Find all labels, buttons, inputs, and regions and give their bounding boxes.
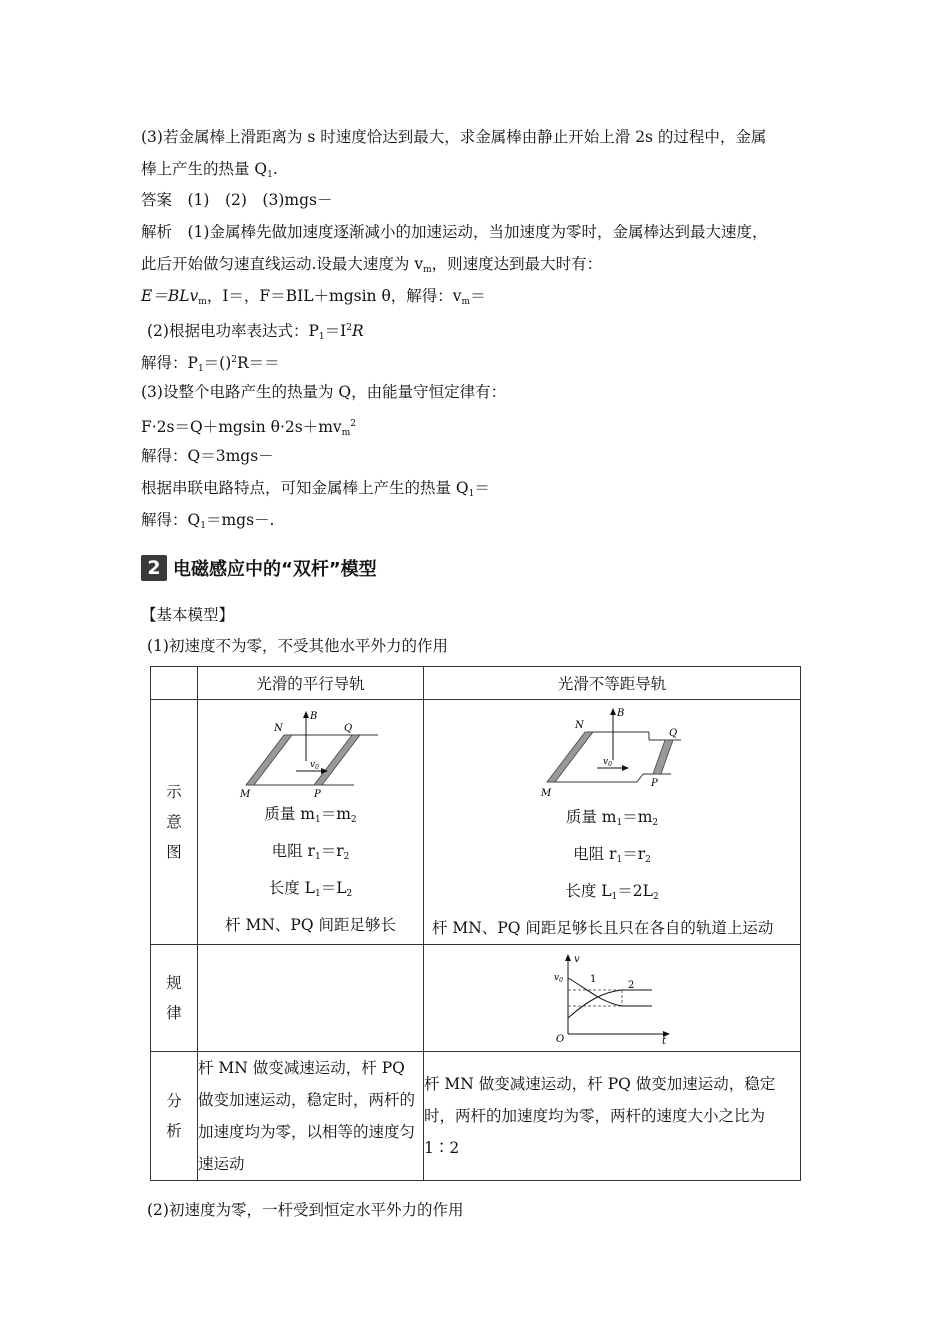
right-length: 长度 $L_1=2L_2$ xyxy=(565,882,659,902)
svg-text:Q: Q xyxy=(343,723,352,734)
svg-text:v0: $v_0$ xyxy=(603,757,612,768)
corner-cell xyxy=(151,667,198,700)
left-resistance: 电阻 $r_1=r_2$ xyxy=(271,842,350,862)
part2-line: (2)根据电功率表达式：$P_1=I^2R$ xyxy=(147,322,364,342)
svg-text:P: P xyxy=(651,778,658,789)
right-diagram-cell xyxy=(424,700,801,945)
svg-text:N: N xyxy=(575,720,584,731)
left-law-cell xyxy=(198,945,424,1052)
row-label-diagram: 示意图 xyxy=(151,700,198,945)
svg-text:O: O xyxy=(556,1034,565,1044)
analysis-line-1: 解析 (1)金属棒先做加速度逐渐减小的加速运动，当加速度为零时，金属棒达到最大速度， xyxy=(141,223,768,241)
svg-text:B: B xyxy=(617,708,625,719)
svg-text:1: 1 xyxy=(590,974,597,985)
parallel-rails-diagram xyxy=(236,709,386,799)
right-mass: 质量 $m_1=m_2$ xyxy=(565,808,659,828)
svg-text:v0: $v_0$ xyxy=(554,973,563,984)
left-analysis: 杆 MN 做变减速运动，杆 PQ 做变加速运动，稳定时，两杆的加速度均为零，以相等的速度匀速运动 xyxy=(198,1052,424,1181)
velocity-time-graph xyxy=(552,952,672,1044)
final-result: 解得：$Q_1=mgs-$. xyxy=(141,511,275,531)
svg-text:v: v xyxy=(574,954,580,965)
svg-text:t: t xyxy=(662,1036,667,1044)
basic-model-label: 【基本模型】 xyxy=(141,606,235,624)
part3-result: 解得：Q＝3mgs－ xyxy=(141,447,274,465)
analysis-line-2: 此后开始做匀速直线运动.设最大速度为 $v_m$，则速度达到最大时有： xyxy=(141,255,603,275)
part2-result: 解得：$P_1=()^2R==$ xyxy=(141,354,280,374)
svg-text:Q: Q xyxy=(669,728,678,739)
right-resistance: 电阻 $r_1=r_2$ xyxy=(573,845,651,865)
section-heading xyxy=(141,555,377,581)
answer-line: 答案 (1) (2) (3)mgs－ xyxy=(141,191,333,209)
section-title: 电磁感应中的“双杆”模型 xyxy=(173,559,377,580)
right-gap: 杆 MN、PQ 间距足够长且只在各自的轨道上运动 xyxy=(432,919,774,937)
svg-text:N: N xyxy=(273,723,283,734)
case1-label: (1)初速度不为零，不受其他水平外力的作用 xyxy=(147,637,448,655)
left-gap: 杆 MN、PQ 间距足够长 xyxy=(225,916,396,934)
curve-2-line xyxy=(568,990,652,1018)
unequal-rails-diagram xyxy=(537,706,687,802)
right-law-cell xyxy=(424,945,801,1052)
section-number: 2 xyxy=(141,555,167,581)
svg-text:2: 2 xyxy=(628,980,635,991)
q3-line-2: 棒上产生的热量 $Q_1$. xyxy=(141,160,278,180)
case2-label: (2)初速度为零，一杆受到恒定水平外力的作用 xyxy=(147,1201,464,1219)
rod-mn-unequal xyxy=(547,732,593,782)
rod-pq xyxy=(314,735,360,785)
equation-1: E＝BLv$_m$，I＝，F＝BIL＋mgsin θ，解得：$v_m=$ xyxy=(141,287,486,307)
series-line: 根据串联电路特点，可知金属棒上产生的热量 $Q_1=$ xyxy=(141,479,490,499)
svg-text:v0: $v_0$ xyxy=(309,760,319,771)
left-length: 长度 $L_1=L_2$ xyxy=(268,879,353,899)
right-analysis: 杆 MN 做变减速运动，杆 PQ 做变加速运动，稳定时，两杆的加速度均为零，两杆的速度大小之比为 1∶2 xyxy=(424,1052,801,1181)
header-unequal: 光滑不等距导轨 xyxy=(424,667,801,700)
svg-text:M: M xyxy=(541,788,552,799)
model-table xyxy=(150,666,801,1181)
row-label-law: 规律 xyxy=(151,945,198,1052)
svg-text:M: M xyxy=(239,789,250,799)
row-label-analysis: 分析 xyxy=(151,1052,198,1181)
part3-line: (3)设整个电路产生的热量为 Q，由能量守恒定律有： xyxy=(141,383,507,401)
svg-text:B: B xyxy=(309,711,317,722)
left-mass: 质量 $m_1=m_2$ xyxy=(264,805,357,825)
equation-3: F·2s＝Q＋mgsin $\theta\cdot 2s+mv_m^2$ xyxy=(141,418,356,438)
rod-mn xyxy=(246,735,292,785)
q3-line-1: (3)若金属棒上滑距离为 s 时速度恰达到最大，求金属棒由静止开始上滑 2s 的过程中，金属 xyxy=(141,128,767,146)
header-parallel: 光滑的平行导轨 xyxy=(198,667,424,700)
svg-text:P: P xyxy=(313,789,321,799)
left-diagram-cell xyxy=(198,700,424,945)
rod-pq-unequal xyxy=(653,740,673,774)
